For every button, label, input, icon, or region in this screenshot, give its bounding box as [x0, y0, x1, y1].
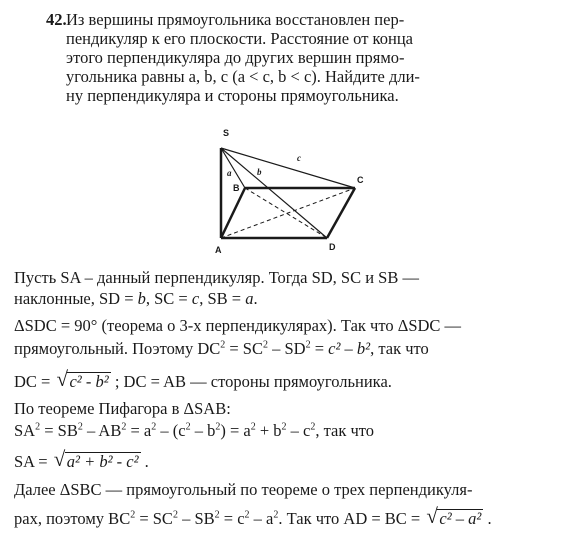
problem-statement — [46, 10, 558, 105]
label-C: C — [357, 175, 364, 185]
label-b: b — [257, 167, 262, 177]
solution-line-10: рах, поэтому $BC^2 = SC^2 - SB^2 = c^2 - a^2$. Так что AD = BC = √ c² – a² . — [14, 504, 492, 528]
solution-line-4: прямоугольный. Поэтому $DC^2 = SC^2 - SD^2 = c^2 - b^2$, так что — [14, 339, 429, 358]
problem-line: Из вершины прямоугольника восстановлен пер- — [66, 10, 405, 29]
label-a: a — [227, 168, 232, 178]
problem-number: 42. — [46, 10, 67, 29]
label-S: S — [223, 128, 230, 138]
solution-line-1: Пусть SA – данный перпендикуляр. Тогда SD, SC и SB — — [14, 268, 419, 287]
solution-line-6: По теореме Пифагора в ΔSAB: — [14, 399, 231, 418]
sqrt-ad: √ c² – a² — [426, 504, 482, 528]
problem-line: пендикуляр к его плоскости. Расстояние от конца — [66, 29, 413, 48]
solution-line-8: SA = √ a² + b² - c² . — [14, 447, 149, 471]
problem-line: этого перпендикуляра до других вершин прямо- — [66, 48, 405, 67]
label-A: A — [215, 245, 222, 255]
sqrt-c2-b2: √ c² - b² — [56, 367, 109, 391]
label-c: c — [297, 153, 301, 163]
problem-line: ну перпендикуляра и стороны прямоугольника. — [66, 86, 399, 105]
edge-CD — [327, 188, 355, 238]
solution-line-5: DC = √ c² - b² ; DC = AB — стороны прямоугольника. — [14, 367, 392, 391]
solution-line-3: ΔSDC = 90° (теорема о 3-х перпендикулярах). Так что ΔSDC — — [14, 316, 462, 335]
geometry-figure — [205, 128, 375, 256]
label-D: D — [329, 242, 336, 252]
sqrt-sa: √ a² + b² - c² — [53, 447, 139, 471]
diagonal-BD — [245, 188, 327, 238]
solution-line-9: Далее ΔSBC — прямоугольный по теореме о трех перпендикуля- — [14, 480, 473, 499]
solution-line-7: $SA^2 = SB^2 - AB^2 = a^2 - (c^2 - b^2) = a^2 + b^2 - c^2$, так что — [14, 421, 375, 440]
solution-line-2: наклонные, SD = b, SC = c, SB = a. — [14, 289, 258, 308]
edge-SD — [221, 148, 327, 238]
label-B: B — [233, 183, 240, 193]
problem-line: угольника равны a, b, c (a < c, b < c). Найдите дли- — [66, 67, 420, 86]
